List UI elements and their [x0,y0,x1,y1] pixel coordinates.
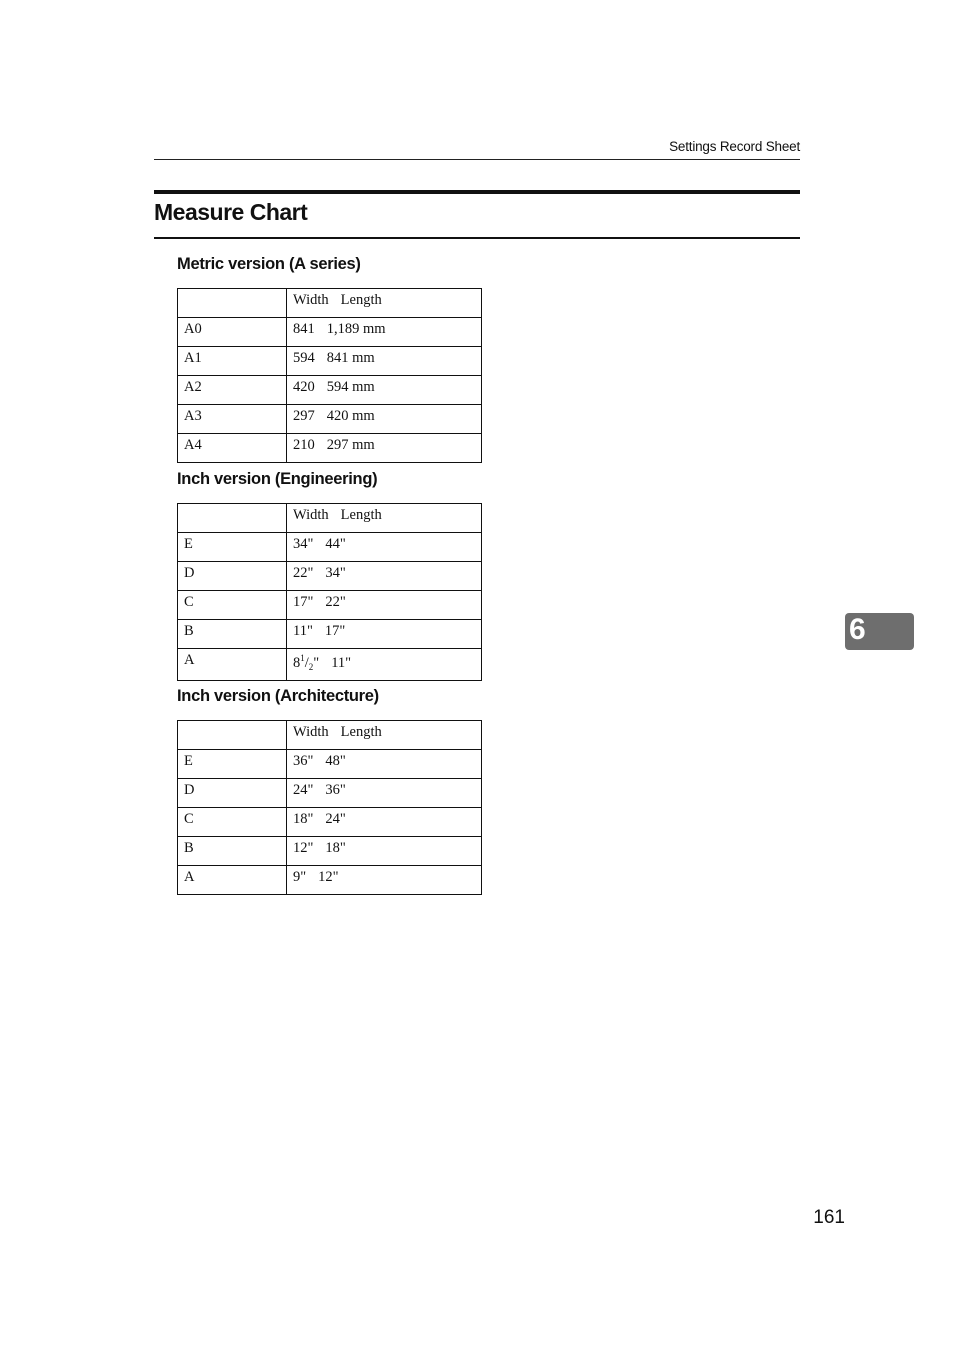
fraction-unit: " [313,655,320,671]
size-cell: A2 [178,376,287,405]
page-title: Measure Chart [154,199,308,225]
page-number: 161 [813,1207,845,1228]
header-cell-blank [178,289,287,318]
width-value-fraction [293,655,319,671]
dimension-cell [287,620,482,649]
length-value: 48" [325,753,346,769]
width-value: 36" [293,753,314,769]
header-cell-blank [178,504,287,533]
length-value: 17" [324,623,346,639]
length-value: 44" [325,536,346,552]
chapter-tab [845,613,914,650]
width-header: Width [293,292,329,308]
title-bottom-rule [154,237,800,239]
dimension-cell [287,533,482,562]
table-header-row [178,289,482,318]
dimension-cell [287,591,482,620]
section-heading-engineering: Inch version (Engineering) [177,470,378,488]
table-row [178,866,482,895]
table-row [178,318,482,347]
architecture-size-table [177,720,482,895]
table-row [178,562,482,591]
section-heading-architecture: Inch version (Architecture) [177,687,379,705]
length-value: 11" [331,655,352,671]
header-cell-width-length [287,504,482,533]
fraction-numerator: 1 [300,653,305,663]
chapter-number: 6 [849,613,866,646]
size-cell: A0 [178,318,287,347]
length-value: 420 mm [326,408,375,424]
table-row [178,808,482,837]
header-rule [154,159,800,160]
size-cell: D [178,562,287,591]
length-header: Length [340,292,382,308]
dimension-cell [287,750,482,779]
table-row [178,649,482,681]
table-row [178,779,482,808]
size-cell: A [178,649,287,681]
running-header: Settings Record Sheet [669,139,800,154]
length-value: 12" [318,869,339,885]
size-cell: A1 [178,347,287,376]
length-value: 841 mm [326,350,375,366]
table-row [178,591,482,620]
table-row [178,347,482,376]
metric-size-table [177,288,482,463]
table-header-row [178,504,482,533]
dimension-cell [287,562,482,591]
table-row [178,405,482,434]
width-value: 210 [293,437,315,453]
dimension-cell [287,376,482,405]
dimension-cell [287,434,482,463]
width-value: 22" [293,565,314,581]
size-cell: C [178,808,287,837]
width-value: 9" [293,869,307,885]
width-value: 297 [293,408,315,424]
width-value: 24" [293,782,314,798]
table-row [178,750,482,779]
dimension-cell [287,866,482,895]
length-header: Length [340,507,382,523]
size-cell: A [178,866,287,895]
length-value: 1,189 mm [326,321,386,337]
width-value: 17" [293,594,314,610]
size-cell: E [178,533,287,562]
table-header-row [178,721,482,750]
dimension-cell [287,837,482,866]
fraction-slash: / [304,655,309,671]
length-value: 36" [325,782,346,798]
engineering-size-table [177,503,482,681]
length-value: 24" [325,811,346,827]
dimension-cell [287,347,482,376]
header-cell-blank [178,721,287,750]
width-value: 12" [293,840,314,856]
width-value: 11" [293,623,313,639]
width-header: Width [293,724,329,740]
title-top-rule [154,190,800,194]
length-value: 22" [325,594,346,610]
table-row [178,533,482,562]
size-cell: C [178,591,287,620]
width-value: 841 [293,321,315,337]
length-header: Length [340,724,382,740]
fraction-denominator: 2 [308,662,314,672]
length-value: 34" [325,565,346,581]
header-cell-width-length [287,721,482,750]
width-value: 594 [293,350,315,366]
dimension-cell [287,808,482,837]
length-value: 594 mm [326,379,375,395]
section-heading-metric: Metric version (A series) [177,255,361,273]
header-cell-width-length [287,289,482,318]
table-row [178,376,482,405]
table-row [178,620,482,649]
size-cell: D [178,779,287,808]
width-value: 18" [293,811,314,827]
width-header: Width [293,507,329,523]
size-cell: A3 [178,405,287,434]
length-value: 18" [325,840,346,856]
dimension-cell [287,779,482,808]
fraction-whole: 8 [293,655,301,671]
size-cell: A4 [178,434,287,463]
width-value: 420 [293,379,315,395]
table-row [178,837,482,866]
dimension-cell [287,318,482,347]
dimension-cell [287,405,482,434]
table-row [178,434,482,463]
dimension-cell [287,649,482,681]
length-value: 297 mm [326,437,375,453]
size-cell: E [178,750,287,779]
size-cell: B [178,620,287,649]
size-cell: B [178,837,287,866]
width-value: 34" [293,536,314,552]
